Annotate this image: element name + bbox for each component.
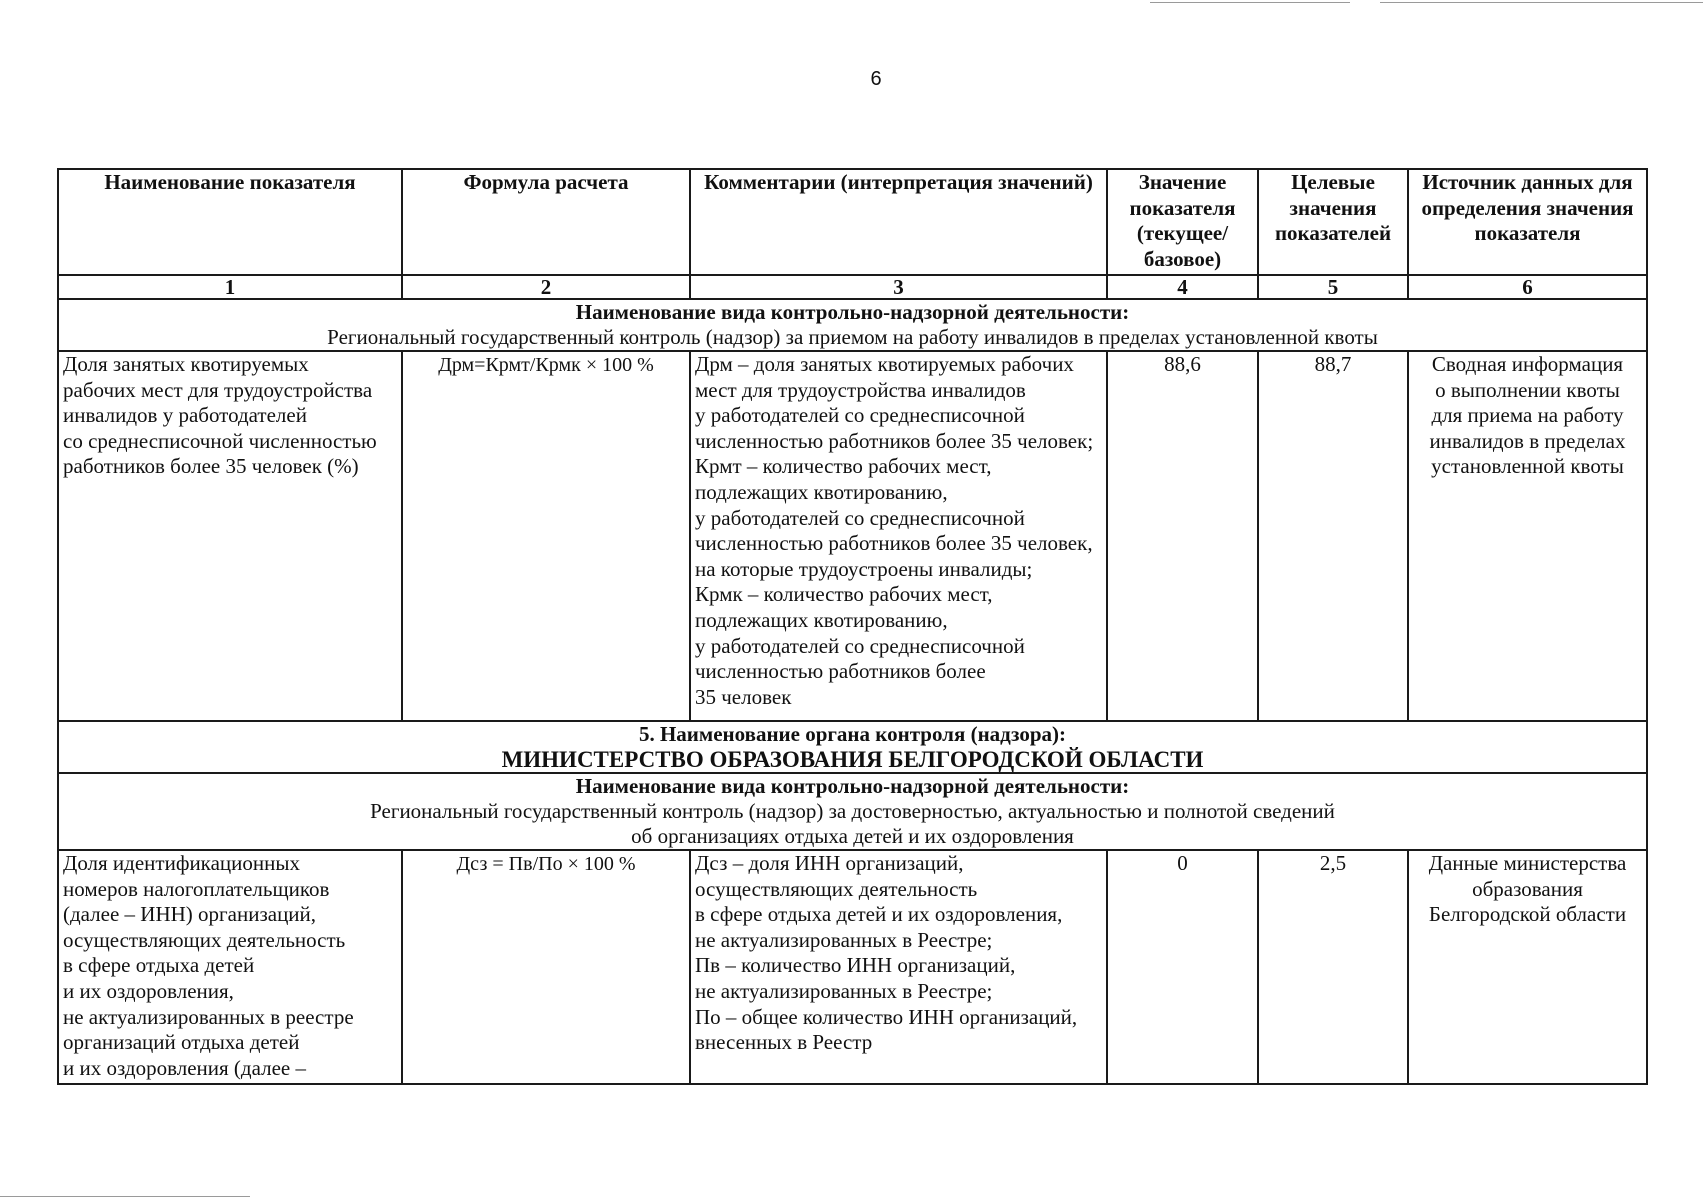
target-value-cell: 88,7 [1258,351,1408,721]
section-row-activity-type [58,299,1647,351]
text-line: осуществляющих деятельность [63,927,346,952]
text-line: для приема на работу [1431,403,1624,428]
table-header-row [58,169,1647,275]
section-title: Наименование вида контрольно-надзорной деятельности: [575,300,1130,324]
text-line: у работодателей со среднесписочной [695,505,1025,530]
text-line: о выполнении квоты [1435,377,1620,402]
text-line: не актуализированных в Реестре; [695,978,993,1003]
column-numbers-row [58,275,1647,299]
text-line: в сфере отдыха детей и их оздоровления, [695,902,1063,927]
text-line: на которые трудоустроены инвалиды; [695,556,1033,581]
section-row-authority [58,721,1647,773]
section-title: Наименование вида контрольно-надзорной деятельности: [575,774,1130,798]
text-line: мест для трудоустройства инвалидов [695,377,1026,402]
text-line: установленной квоты [1431,454,1624,479]
data-source-cell [1408,850,1647,1084]
table-row [58,351,1647,721]
text-line: и их оздоровления, [63,978,234,1003]
table-row [58,850,1647,1084]
text-line: Дсз – доля ИНН организаций, [695,851,964,875]
text-line: 35 человек [695,684,792,709]
text-line: инвалидов у работодателей [63,403,307,428]
text-line: не актуализированных в реестре [63,1004,354,1029]
column-number: 1 [58,275,402,299]
current-value-cell: 88,6 [1107,351,1258,721]
text-line: инвалидов в пределах [1429,428,1626,453]
text-line: Крмк – количество рабочих мест, [695,582,993,607]
formula-cell [402,850,690,1084]
header-data-source: Источник данных для определения значения показателя [1408,169,1647,275]
column-number: 4 [1107,275,1258,299]
text-line: работников более 35 человек (%) [63,454,359,479]
scan-edge-line-top-2 [1380,2,1703,3]
section-subtitle: Региональный государственный контроль (надзор) за приемом на работу инвалидов в пределах установленной квоты [327,325,1378,349]
text-line: осуществляющих деятельность [695,876,978,901]
header-formula: Формула расчета [402,169,690,275]
column-number: 3 [690,275,1107,299]
indicator-name-cell [58,351,402,721]
column-number: 6 [1408,275,1647,299]
text-line: у работодателей со среднесписочной [695,633,1025,658]
target-value-cell: 2,5 [1258,850,1408,1084]
scan-edge-line-bottom [0,1196,250,1197]
indicators-table [57,168,1648,1085]
data-source-cell [1408,351,1647,721]
scan-edge-line-top-1 [1150,2,1350,3]
section-title: 5. Наименование органа контроля (надзора): [638,722,1067,746]
header-indicator-name: Наименование показателя [58,169,402,275]
formula-text: Дсз = Пв/По × 100 % [456,853,636,875]
section-subtitle: Региональный государственный контроль (надзор) за достоверностью, актуальностью и полнотой сведений [370,799,1335,823]
text-line: численностью работников более 35 человек, [695,531,1093,556]
text-line: Дрм – доля занятых квотируемых рабочих [695,352,1074,376]
text-line: Доля занятых квотируемых [63,352,309,376]
section-authority [58,721,1647,773]
text-line: Крмт – количество рабочих мест, [695,454,992,479]
text-line: образования [1472,876,1583,901]
text-line: организаций отдыха детей [63,1030,300,1055]
text-line: со среднесписочной численностью [63,428,377,453]
section-activity-type [58,299,1647,351]
text-line: рабочих мест для трудоустройства [63,377,373,402]
formula-text: Дрм=Крмт/Крмк × 100 % [438,354,654,376]
authority-name: МИНИСТЕРСТВО ОБРАЗОВАНИЯ БЕЛГОРОДСКОЙ ОБЛАСТИ [501,747,1204,772]
text-line: Данные министерства [1428,851,1627,875]
text-line: у работодателей со среднесписочной [695,403,1025,428]
text-line: Белгородской области [1428,902,1627,927]
text-line: численностью работников более 35 человек; [695,428,1094,453]
comment-cell [690,351,1107,721]
text-line: подлежащих квотированию, [695,607,948,632]
section-activity-type [58,773,1647,850]
text-line: внесенных в Реестр [695,1030,873,1055]
text-line: Пв – количество ИНН организаций, [695,953,1016,978]
current-value-cell: 0 [1107,850,1258,1084]
page-number: 6 [870,68,882,90]
comment-cell [690,850,1107,1084]
header-current-value: Значение показателя (текущее/ базовое) [1107,169,1258,275]
text-line: (далее – ИНН) организаций, [63,902,317,927]
column-number: 5 [1258,275,1408,299]
formula-cell [402,351,690,721]
column-number: 2 [402,275,690,299]
text-line: Доля идентификационных [63,851,300,875]
text-line: Сводная информация [1431,352,1624,376]
text-line: подлежащих квотированию, [695,479,948,504]
text-line: По – общее количество ИНН организаций, [695,1004,1078,1029]
header-target-value: Целевые значения показателей [1258,169,1408,275]
text-line: и их оздоровления (далее – [63,1055,306,1080]
section-row-activity-type-2 [58,773,1647,850]
indicator-name-cell [58,850,402,1084]
text-line: не актуализированных в Реестре; [695,927,993,952]
section-subtitle: об организациях отдыха детей и их оздоровления [631,824,1074,848]
text-line: в сфере отдыха детей [63,953,255,978]
header-comments: Комментарии (интерпретация значений) [690,169,1107,275]
text-line: численностью работников более [695,659,986,684]
text-line: номеров налогоплательщиков [63,876,330,901]
